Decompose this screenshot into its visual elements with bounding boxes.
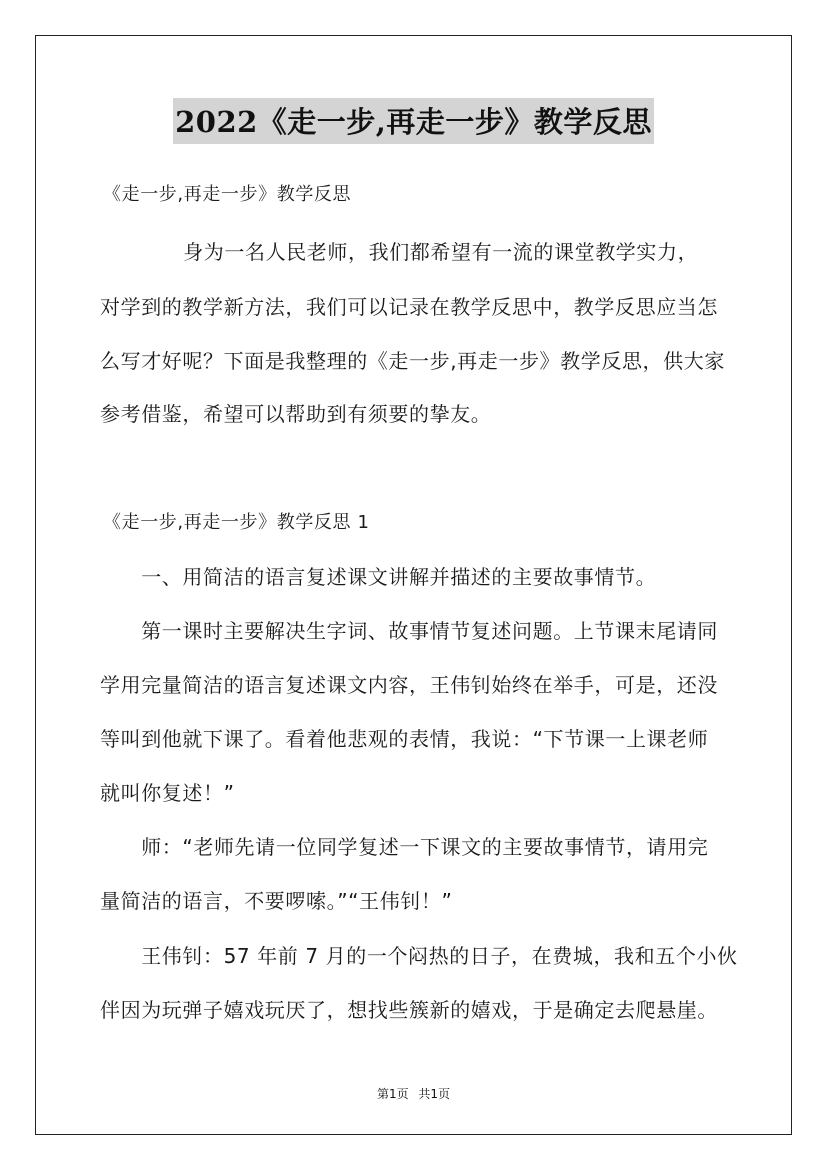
intro-line: 参考借鉴，希望可以帮助到有须要的挚友。 [100,402,492,426]
body-line: 王伟钊：57 年前 7 月的一个闷热的日子，在费城，我和五个小伙 [100,944,738,968]
document-title: 2022《走一步,再走一步》教学反思 [173,98,654,144]
page-number: 第1页 [376,1087,409,1101]
title-container [0,98,827,144]
intro-line: 对学到的教学新方法，我们可以记录在教学反思中，教学反思应当怎 [100,295,718,319]
body-line: 等叫到他就下课了。看着他悲观的表情，我说：“下节课一上课老师 [100,727,709,751]
page-footer [0,1085,827,1102]
body-line: 第一课时主要解决生字词、故事情节复述问题。上节课末尾请同 [100,619,718,643]
section-heading: 《走一步,再走一步》教学反思 1 [103,512,370,533]
body-line: 量简洁的语言，不要啰嗦。”“王伟钊！” [100,889,453,913]
document-subtitle: 《走一步,再走一步》教学反思 [103,184,352,205]
body-line: 师：“老师先请一位同学复述一下课文的主要故事情节，请用完 [100,835,709,859]
body-line: 学用完量简洁的语言复述课文内容，王伟钊始终在举手，可是，还没 [100,673,718,697]
body-line: 就叫你复述！” [100,781,235,805]
page-total: 共1页 [418,1087,451,1101]
intro-line: 身为一名人民老师，我们都希望有一流的课堂教学实力， [142,240,699,264]
body-line: 一、用简洁的语言复述课文讲解并描述的主要故事情节。 [100,565,657,589]
body-line: 伴因为玩弹子嬉戏玩厌了，想找些簇新的嬉戏，于是确定去爬悬崖。 [100,998,718,1022]
intro-line: 么写才好呢？下面是我整理的《走一步,再走一步》教学反思，供大家 [100,349,725,373]
